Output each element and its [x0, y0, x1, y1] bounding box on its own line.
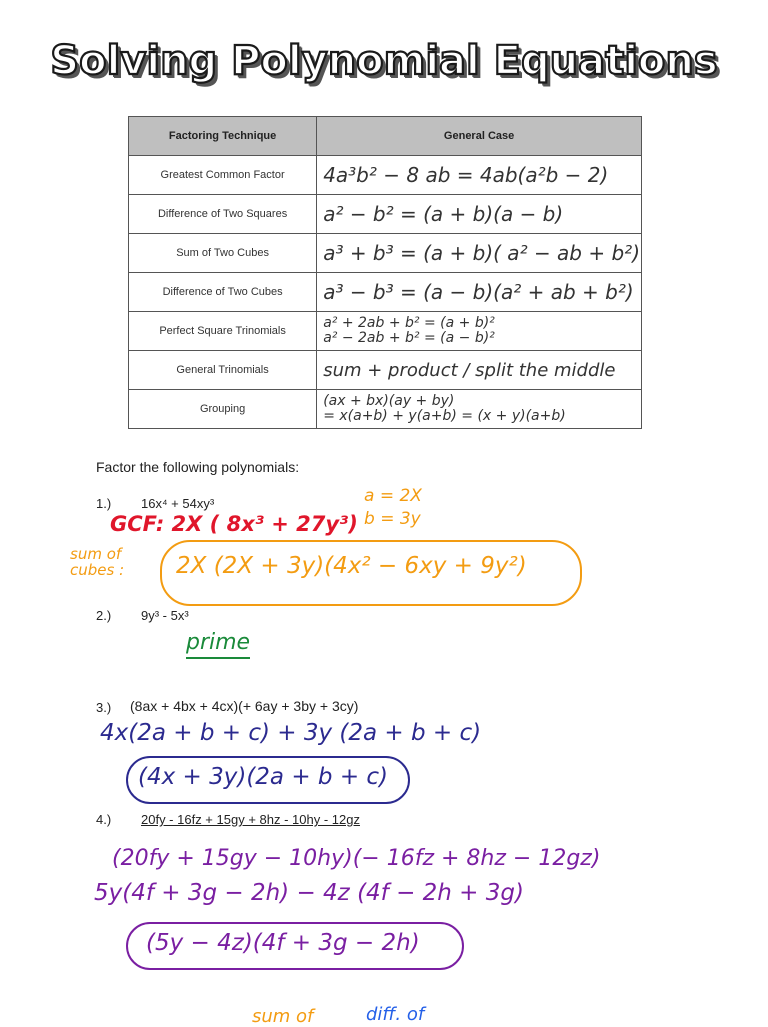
- table-header-row: [129, 117, 642, 156]
- step-4: 5y(4f + 3g − 2h) − 4z (4f − 2h + 3g): [94, 880, 524, 906]
- answer-1: 2X (2X + 3y)(4x² − 6xy + 9y²): [176, 553, 527, 579]
- sum-of-cubes-label: sum of cubes :: [70, 545, 125, 579]
- footer-note-right: diff. of: [366, 1004, 425, 1025]
- general-case-cell: sum + product / split the middle: [317, 351, 642, 390]
- table-row: [129, 273, 642, 312]
- problem-number: 1.): [96, 496, 112, 511]
- general-case-cell: 4a³b² − 8 ab = 4ab(a²b − 2): [317, 156, 642, 195]
- factoring-table: [128, 116, 642, 429]
- answer-4: (5y − 4z)(4f + 3g − 2h): [146, 930, 420, 956]
- general-case-cell: [317, 312, 642, 351]
- table-row: [129, 312, 642, 351]
- answer-3: (4x + 3y)(2a + b + c): [138, 764, 389, 790]
- footer-note-left: sum of: [252, 1006, 314, 1027]
- technique-cell: Sum of Two Cubes: [129, 234, 317, 273]
- instructions: Factor the following polynomials:: [96, 459, 300, 475]
- step-3: 4x(2a + b + c) + 3y (2a + b + c): [100, 720, 482, 746]
- technique-cell: Grouping: [129, 390, 317, 429]
- problem-expression: (8ax + 4bx + 4cx)(+ 6ay + 3by + 3cy): [130, 698, 359, 714]
- note-a: a = 2X: [364, 486, 422, 506]
- table-row: [129, 351, 642, 390]
- grouping-step: (20fy + 15gy − 10hy)(− 16fz + 8hz − 12gz): [112, 846, 601, 871]
- general-case-cell: a² − b² = (a + b)(a − b): [317, 195, 642, 234]
- gcf-step: GCF: 2X ( 8x³ + 27y³): [110, 512, 358, 536]
- case-line: a² + 2ab + b² = (a + b)²: [323, 315, 495, 331]
- problem-expression: 9y³ - 5x³: [141, 608, 189, 623]
- answer-2: prime: [186, 630, 250, 659]
- problem-number: 4.): [96, 812, 112, 827]
- case-line: (ax + bx)(ay + by): [323, 393, 455, 409]
- technique-cell: Perfect Square Trinomials: [129, 312, 317, 351]
- problem-number: 3.): [96, 700, 112, 715]
- technique-cell: General Trinomials: [129, 351, 317, 390]
- table-row: [129, 390, 642, 429]
- note-b: b = 3y: [364, 509, 421, 529]
- table-row: [129, 195, 642, 234]
- technique-cell: Difference of Two Cubes: [129, 273, 317, 312]
- general-case-cell: a³ − b³ = (a − b)(a² + ab + b²): [317, 273, 642, 312]
- page-title: Solving Polynomial Equations: [50, 38, 718, 84]
- problem-expression: 16x⁴ + 54xy³: [141, 496, 215, 511]
- problem-expression: 20fy - 16fz + 15gy + 8hz - 10hy - 12gz: [141, 812, 360, 827]
- general-case-cell: a³ + b³ = (a + b)( a² − ab + b²): [317, 234, 642, 273]
- case-line: = x(a+b) + y(a+b) = (x + y)(a+b): [323, 408, 566, 424]
- general-case-cell: [317, 390, 642, 429]
- header-technique: Factoring Technique: [129, 117, 317, 156]
- table-row: [129, 234, 642, 273]
- header-general-case: General Case: [317, 117, 642, 156]
- technique-cell: Difference of Two Squares: [129, 195, 317, 234]
- table-row: [129, 156, 642, 195]
- problem-number: 2.): [96, 608, 112, 623]
- technique-cell: Greatest Common Factor: [129, 156, 317, 195]
- case-line: a² − 2ab + b² = (a − b)²: [323, 330, 495, 346]
